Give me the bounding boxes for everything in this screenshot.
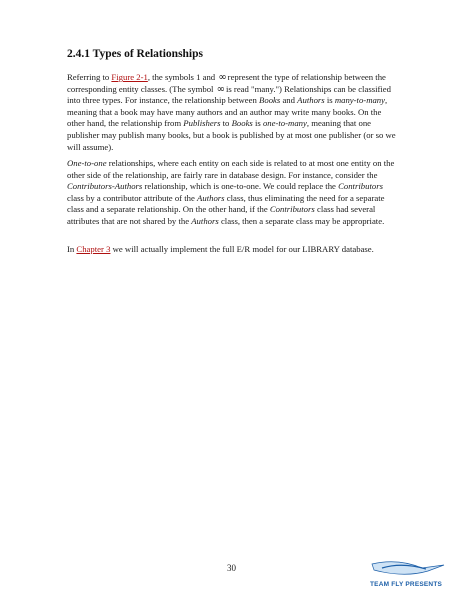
text-span: In bbox=[67, 244, 77, 254]
paragraph-one-to-one bbox=[67, 158, 397, 228]
text-span: class had several attributes that are not shared by the bbox=[67, 204, 376, 226]
text-span: class by a contributor attribute of the bbox=[67, 192, 198, 203]
italic-term: many-to-many bbox=[334, 95, 386, 106]
text-span: is bbox=[252, 118, 263, 129]
text-span: class, then a separate class may be appropriate. bbox=[218, 215, 385, 226]
chapter-link[interactable]: Chapter 3 bbox=[76, 244, 111, 254]
text-span: class, thus eliminating the need for a separate class and a separate relationship. On the other hand, if the bbox=[67, 192, 385, 215]
text-span: is bbox=[324, 95, 335, 106]
section-heading: 2.4.1 Types of Relationships bbox=[67, 48, 204, 60]
text-span: we will actually implement the full E/R model for our LIBRARY database. bbox=[110, 244, 374, 254]
italic-term: Authors bbox=[191, 215, 219, 226]
italic-term: One-to-one bbox=[67, 158, 107, 168]
figure-link[interactable]: Figure 2-1 bbox=[111, 72, 148, 82]
text-span: , meaning that one publisher may publish many books, but a book is published by at most one publisher (or so we will assume). bbox=[67, 118, 396, 152]
infinity-symbol: ∞ bbox=[216, 83, 225, 95]
text-span: , meaning that a book may have many authors and an author may write many books. On the other hand, the relationship from bbox=[67, 95, 388, 129]
text-span: and bbox=[280, 95, 298, 106]
paragraph-chapter-ref bbox=[67, 244, 397, 256]
text-span: relationship, which is one-to-one. We could replace the bbox=[142, 181, 339, 192]
text-span: to bbox=[220, 118, 232, 129]
italic-term: Contributors bbox=[338, 181, 383, 192]
text-span: , the symbols 1 and bbox=[147, 72, 218, 82]
text-span: relationships, where each entity on each side is related to at most one entity on the other side of the relationship, are fairly rare in database design. For instance, consider the bbox=[67, 158, 395, 180]
italic-term: Authors bbox=[297, 95, 325, 106]
italic-term: Books bbox=[259, 95, 281, 106]
italic-term: Contributors bbox=[269, 204, 315, 215]
italic-term: one-to-many bbox=[262, 118, 307, 129]
paragraph-relationship-types bbox=[67, 72, 397, 153]
text-span: is read "many.") Relationships can be classified into three types. For instance, the relationship between bbox=[67, 83, 391, 106]
italic-term: Publishers bbox=[183, 118, 221, 129]
text-span: Referring to bbox=[67, 72, 112, 82]
italic-term: Contributors-Authors bbox=[67, 181, 143, 192]
italic-term: Authors bbox=[197, 192, 225, 203]
infinity-symbol: ∞ bbox=[218, 72, 227, 83]
logo-text: TEAM FLY PRESENTS bbox=[370, 581, 443, 588]
text-span: represent the type of relationship between the corresponding entity classes. (The symbol bbox=[67, 72, 386, 94]
italic-term: Books bbox=[231, 118, 253, 129]
page-number: 30 bbox=[227, 563, 236, 573]
